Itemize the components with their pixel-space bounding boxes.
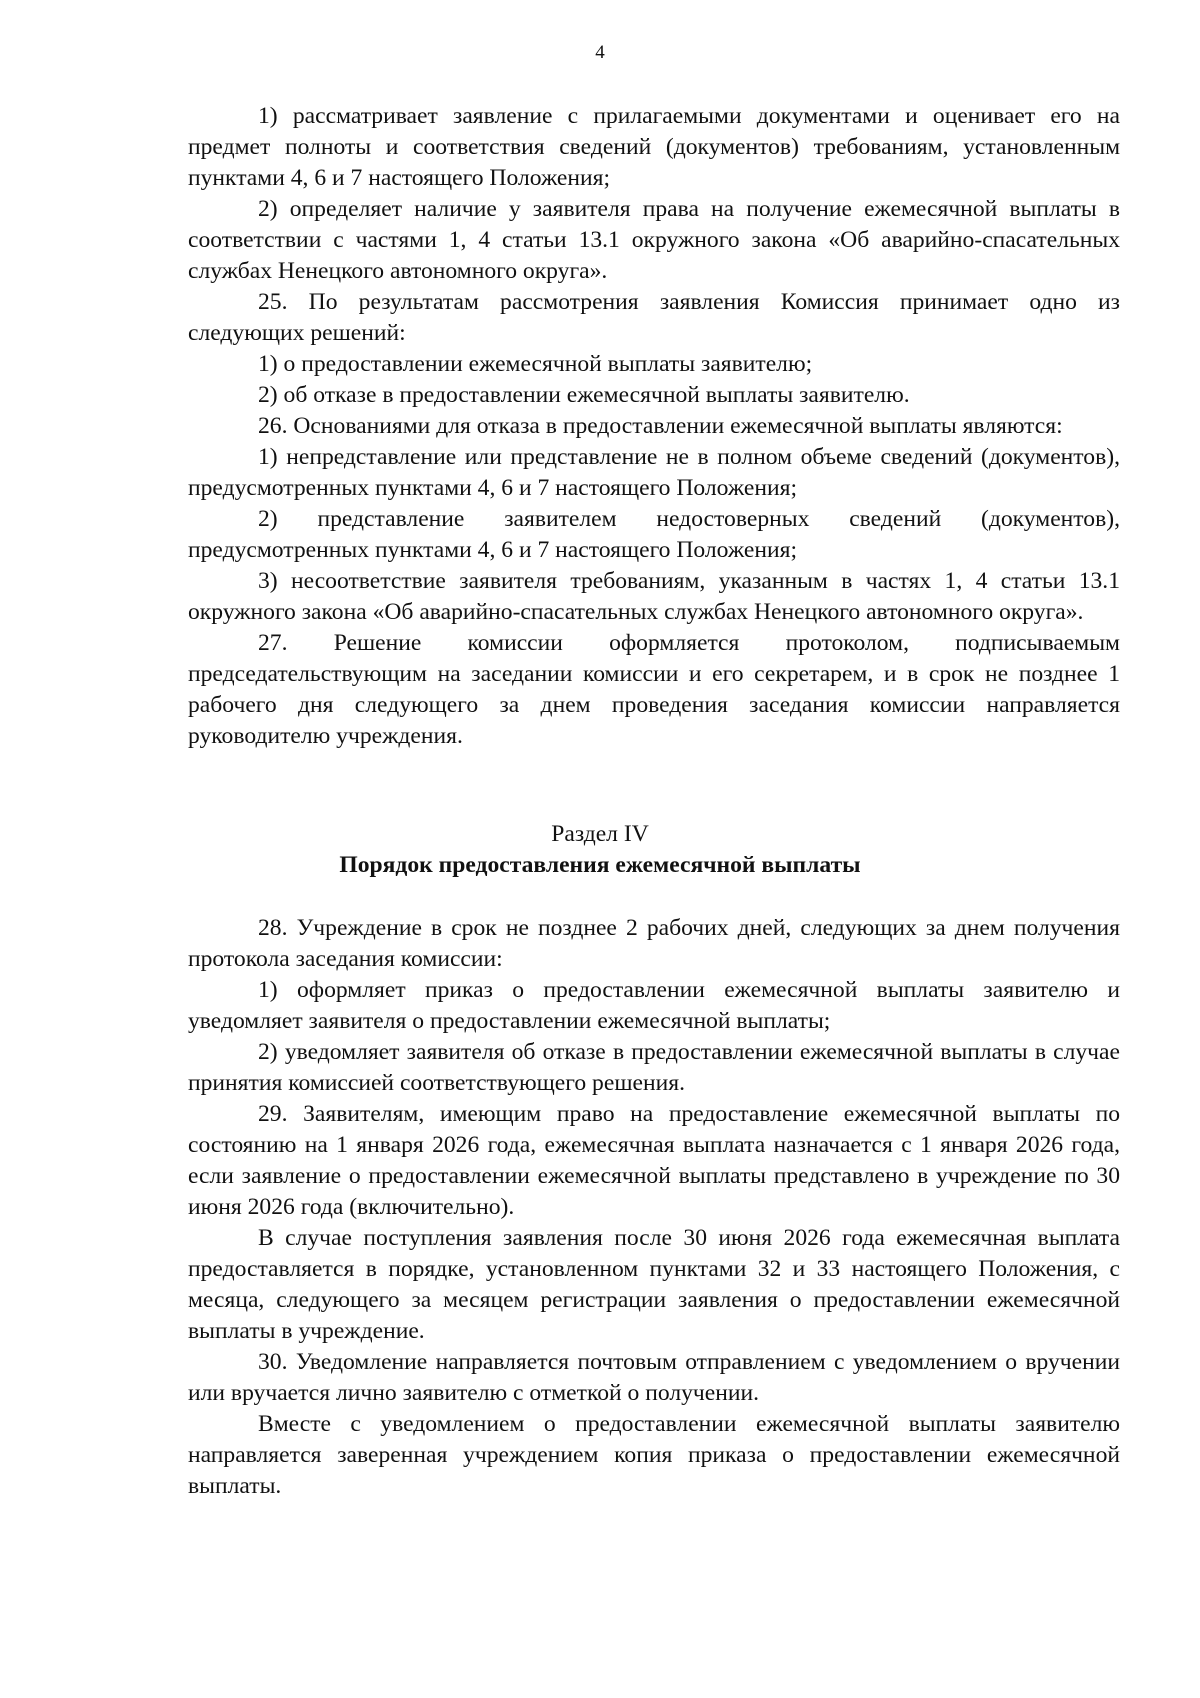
section-title: Порядок предоставления ежемесячной выплаты xyxy=(339,852,861,878)
paragraph: 29. Заявителям, имеющим право на предоставление ежемесячной выплаты по состоянию на 1 января 2026 года, ежемесячная выплата назначается с 1 января 2026 года, если заявление о предоставлении ежемесячной выплаты представлено в учреждение по 30 июня 2026 года (включительно). xyxy=(188,1101,1120,1220)
paragraph: 25. По результатам рассмотрения заявления Комиссия принимает одно из следующих решений: xyxy=(188,289,1120,346)
paragraph: 27. Решение комиссии оформляется протоколом, подписываемым председательствующим на заседании комиссии и его секретарем, и в срок не позднее 1 рабочего дня следующего за днем проведения заседания комиссии направляется руководителю учреждения. xyxy=(188,630,1120,749)
paragraph: 1) непредставление или представление не в полном объеме сведений (документов), предусмотренных пунктами 4, 6 и 7 настоящего Положения; xyxy=(188,444,1120,501)
paragraph: 2) представление заявителем недостоверных сведений (документов), предусмотренных пунктами 4, 6 и 7 настоящего Положения; xyxy=(188,506,1120,563)
section-label: Раздел IV xyxy=(551,821,649,847)
paragraph: 2) об отказе в предоставлении ежемесячной выплаты заявителю. xyxy=(258,382,910,408)
document-body-lower xyxy=(188,913,1120,1502)
page-number: 4 xyxy=(595,42,605,63)
paragraph: 1) о предоставлении ежемесячной выплаты заявителю; xyxy=(258,351,813,377)
paragraph: 3) несоответствие заявителя требованиям, указанным в частях 1, 4 статьи 13.1 окружного закона «Об аварийно-спасательных службах Ненецкого автономного округа». xyxy=(188,568,1120,625)
document-body-upper xyxy=(188,101,1120,752)
paragraph: 1) рассматривает заявление с прилагаемыми документами и оценивает его на предмет полноты и соответствия сведений (документов) требованиям, установленным пунктами 4, 6 и 7 настоящего Положения; xyxy=(188,103,1120,191)
paragraph: 26. Основаниями для отказа в предоставлении ежемесячной выплаты являются: xyxy=(258,413,1063,439)
paragraph: 28. Учреждение в срок не позднее 2 рабочих дней, следующих за днем получения протокола заседания комиссии: xyxy=(188,915,1120,972)
paragraph: В случае поступления заявления после 30 июня 2026 года ежемесячная выплата предоставляется в порядке, установленном пунктами 32 и 33 настоящего Положения, с месяца, следующего за месяцем регистрации заявления о предоставлении ежемесячной выплаты в учреждение. xyxy=(188,1225,1120,1344)
paragraph: 1) оформляет приказ о предоставлении ежемесячной выплаты заявителю и уведомляет заявителя о предоставлении ежемесячной выплаты; xyxy=(188,977,1120,1034)
paragraph: 2) уведомляет заявителя об отказе в предоставлении ежемесячной выплаты в случае принятия комиссией соответствующего решения. xyxy=(188,1039,1120,1096)
paragraph: 2) определяет наличие у заявителя права на получение ежемесячной выплаты в соответствии с частями 1, 4 статьи 13.1 окружного закона «Об аварийно-спасательных службах Ненецкого автономного округа». xyxy=(188,196,1120,284)
paragraph: Вместе с уведомлением о предоставлении ежемесячной выплаты заявителю направляется заверенная учреждением копия приказа о предоставлении ежемесячной выплаты. xyxy=(188,1411,1120,1499)
paragraph: 30. Уведомление направляется почтовым отправлением с уведомлением о вручении или вручается лично заявителю с отметкой о получении. xyxy=(188,1349,1120,1406)
